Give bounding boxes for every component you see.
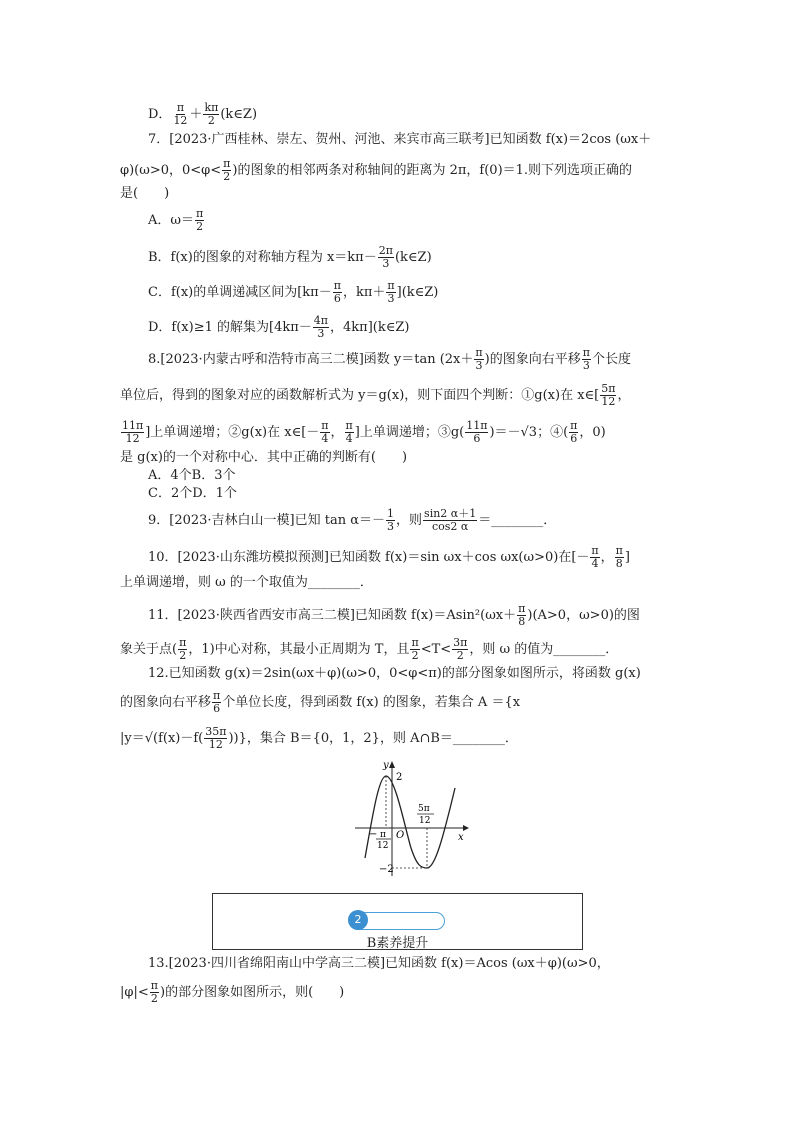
sine-graph-figure <box>355 758 470 878</box>
section-title: B素养提升 <box>366 936 429 951</box>
q8-options-ab: A．4个B．3个 <box>148 468 236 483</box>
q7-stem-line3: 是( ) <box>120 186 170 201</box>
y-min-label: −2 <box>379 864 394 875</box>
q7-option-c: C．f(x)的单调递减区间为[kπ－ $\frac{\pi}{6}$ ，kπ＋ $\frac{\pi}{3}$ ](k∈Z) <box>148 279 439 305</box>
y-max-label: 2 <box>396 772 403 783</box>
q8-stem-line3: $\frac{11\pi}{12}$ ]上单调递增；②g(x)在 x∈[－ $\frac{\pi}{4}$ ， $\frac{\pi}{4}$ ]上单调递增；③g( $\frac{11\pi}{6}$ )＝－√3；④( $\frac{\pi}{6}$ ，0) <box>122 419 606 445</box>
x-axis-label: x <box>458 832 464 843</box>
origin-label: O <box>396 830 405 841</box>
sine-curve <box>365 776 455 868</box>
section-badge: 2 <box>348 910 368 930</box>
q8-stem-line1: 8.[2023·内蒙古呼和浩特市高三二模]函数 y＝tan (2x＋ $\frac{\pi}{3}$ )的图象向右平移 $\frac{\pi}{3}$ 个长度 <box>148 346 631 372</box>
q10-stem-line1: 10．[2023·山东潍坊模拟预测]已知函数 f(x)＝sin ωx＋cos ωx(ω>0)在[－ $\frac{\pi}{4}$ ， $\frac{\pi}{8}$ ] <box>148 544 630 570</box>
right-tick-denominator: 12 <box>419 816 431 826</box>
q12-stem-line1: 12.已知函数 g(x)＝2sin(ωx＋φ)(ω>0，0<φ<π)的部分图象如图所示，将函数 g(x) <box>148 666 641 681</box>
q7-stem-line2: φ)(ω>0，0<φ< $\frac{\pi}{2}$ )的图象的相邻两条对称轴间的距离为 2π，f(0)＝1.则下列选项正确的 <box>120 157 633 183</box>
q11-stem-line2: 象关于点( $\frac{\pi}{2}$ ，1)中心对称，其最小正周期为 T，且 $\frac{\pi}{2}$ <T< $\frac{3\pi}{2}$ ，则 ω 的值为________． <box>120 636 619 662</box>
q13-stem-line2: |φ|< $\frac{\pi}{2}$ )的部分图象如图所示，则( ) <box>120 979 345 1005</box>
x-axis-arrow <box>463 825 469 831</box>
y-axis-arrow <box>389 761 395 768</box>
section-pill <box>349 912 445 930</box>
q7-stem-line1: 7．[2023·广西桂林、崇左、贺州、河池、来宾市高三联考]已知函数 f(x)＝2cos (ωx＋ <box>148 132 652 147</box>
q10-stem-line2: 上单调递增，则 ω 的一个取值为________． <box>120 575 373 590</box>
q8-options-cd: C．2个D．1个 <box>148 486 237 501</box>
q6-option-d: D． $\frac{\pi}{12}$ ＋ $\frac{k\pi}{2}$ (k∈Z) <box>148 101 258 127</box>
y-axis-label: y <box>383 760 389 771</box>
q11-stem-line1: 11．[2023·陕西省西安市高三二模]已知函数 f(x)＝Asin²(ωx＋ $\frac{\pi}{8}$ )(A>0，ω>0)的图 <box>148 602 640 628</box>
left-tick-numerator: π <box>380 830 386 840</box>
q7-option-b: B．f(x)的图象的对称轴方程为 x＝kπ－ $\frac{2\pi}{3}$ (k∈Z) <box>148 244 432 270</box>
q12-stem-line3: |y＝√(f(x)－f( $\frac{35\pi}{12}$ ))}，集合 B＝{0，1，2}，则 A∩B＝________． <box>120 725 518 751</box>
section-banner <box>212 893 583 950</box>
q7-option-a: A．ω＝ $\frac{\pi}{2}$ <box>148 207 204 233</box>
q8-stem-line2: 单位后，得到的图象对应的函数解析式为 y＝g(x)，则下面四个判断：①g(x)在 x∈[ $\frac{5\pi}{12}$ ， <box>120 382 631 408</box>
q13-stem-line1: 13.[2023·四川省绵阳南山中学高三二模]已知函数 f(x)＝Acos (ωx＋φ)(ω>0， <box>148 956 610 971</box>
q7-option-d: D．f(x)≥1 的解集为[4kπ－ $\frac{4\pi}{3}$ ，4kπ](k∈Z) <box>148 314 410 340</box>
q9-stem: 9．[2023·吉林白山一模]已知 tan α＝－ $\frac{1}{3}$ ，则 $\frac{\sin 2 \alpha+1}{\cos 2 \alpha}$ ＝________． <box>148 507 557 533</box>
right-tick-numerator: 5π <box>418 804 430 814</box>
left-tick-sign: − <box>369 829 378 840</box>
q8-stem-line4: 是 g(x)的一个对称中心．其中正确的判断有( ) <box>120 450 408 465</box>
left-tick-denominator: 12 <box>377 841 389 851</box>
q12-stem-line2: 的图象向右平移 $\frac{\pi}{6}$ 个单位长度，得到函数 f(x) 的图象，若集合 A ＝{x <box>120 689 521 715</box>
